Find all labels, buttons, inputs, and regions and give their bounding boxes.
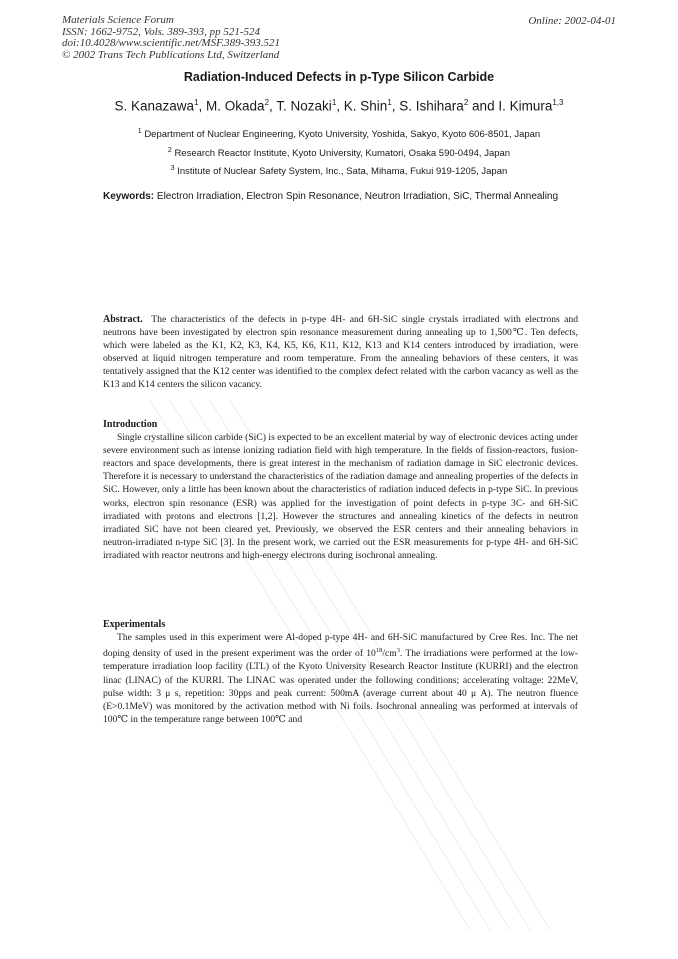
paper-title: Radiation-Induced Defects in p-Type Silicon Carbide: [183, 70, 495, 84]
author-name: K. Shin: [343, 98, 388, 114]
affiliation-text: Institute of Nuclear Safety System, Inc., Sata, Mihama, Fukui 919-1205, Japan: [177, 166, 508, 178]
abstract-label: Abstract.: [103, 314, 143, 325]
affiliation-sup: 2: [167, 146, 172, 154]
introduction-section: [103, 418, 578, 562]
experimentals-text: [103, 631, 578, 726]
keywords-text: Electron Irradiation, Electron Spin Resonance, Neutron Irradiation, SiC, Thermal Annealing: [156, 191, 559, 202]
affiliation-text: Research Reactor Institute, Kyoto University, Kumatori, Osaka 590-0494, Japan: [174, 147, 511, 159]
keywords: [103, 190, 583, 203]
experimentals-text-part: /cm: [382, 648, 397, 660]
abstract: [103, 313, 578, 392]
affiliation-line: [0, 124, 678, 143]
affiliation-sup: 1: [137, 128, 142, 135]
author-name: M. Okada: [206, 98, 265, 114]
author-affil-sup: 1: [194, 98, 199, 107]
issn-line: ISSN: 1662-9752, Vols. 389-393, pp 521-524: [62, 25, 260, 38]
author-affil-sup: 2: [463, 98, 469, 107]
author-conjunction: and: [472, 98, 495, 114]
affiliation-line: [0, 161, 678, 180]
author-affil-sup: 1: [387, 98, 392, 107]
copyright-line: © 2002 Trans Tech Publications Ltd, Switzerland: [62, 48, 280, 61]
author-affil-sup: 2: [264, 98, 270, 107]
affiliation-line: [0, 143, 678, 162]
abstract-text: The characteristics of the defects in p-type 4H- and 6H-SiC single crystals irradiated with electrons and neutrons have been investigated by electron spin resonance measurement during annealing up to 1,500℃. Ten defects, which were labeled as the K1, K2, K3, K4, K5, K6, K11, K12, K13 and K14 centers introduced by irradiation, were observed at liquid nitrogen temperature and room temperature. From the annealing behaviors of these centers, it was tentatively assigned that the K12 center was identified to the complex defect related with the carbon vacancy as well as the K13 and K14 centers the silicon vacancy.: [103, 314, 578, 391]
journal-header: [62, 15, 280, 61]
experimentals-text-part: The samples used in this experiment were Al-doped p-type 4H- and 6H-SiC manufactured by Cree Res. Inc. The net doping density of used in the present experiment was the order of 10: [103, 632, 578, 660]
unit-exponent: 3: [396, 647, 400, 655]
affiliation-text: Department of Nuclear Engineering, Kyoto University, Yoshida, Sakyo, Kyoto 606-8501, Japan: [144, 129, 541, 141]
introduction-heading: Introduction: [103, 419, 158, 430]
author-name: T. Nozaki: [276, 98, 332, 114]
author-name: S. Ishihara: [399, 98, 464, 114]
experimentals-heading: Experimentals: [103, 619, 166, 630]
introduction-text: Single crystalline silicon carbide (SiC) is expected to be an excellent material by way of electronic devices acting under severe environment such as intense ionizing radiation field with high temperature. In the fields of fission-reactors, fusion-reactors and space developments, there is great interest in the mechanism of radiation damage in SiC electronic devices. Therefore it is necessary to understand the characteristics of the radiation damage and annealing properties of the defects in SiC. However, only a little has been known about the characteristics of radiation induced defects in p-type SiC. In previous works, electron spin resonance (ESR) was applied for the investigation of point defects in p-type 3C- and 6H-SiC irradiated with protons and electrons [1,2]. However the structures and annealing kinetics of the defects in neutron irradiated SiC have not been cleared yet. Previously, we observed the ESR centers and their annealing behaviors in neutron-irradiated n-type SiC [3]. In the present work, we carried out the ESR measurements for p-type 4H- and 6H-SiC irradiated with reactor neutrons and high-energy electrons during isochronal annealing.: [103, 432, 578, 561]
experimentals-text-part: . The irradiations were performed at the low-temperature irradiation loop facility (LTL) of the Kyoto University Research Reactor Institute (KURRI) and the electron linac (LINAC) of the KURRI. The LINAC was operated under the following conditions; accelerating voltage: 22MeV, pulse width: 3 μ s, repetition: 30pps and peak current: 500mA (average current about 40 μ A). The neutron fluence (E>0.1MeV) was monitored by the activation method with Ni foils. Isochronal annealing was performed at intervals of 100℃ in the temperature range between 100℃ and: [103, 648, 578, 725]
doi-line[interactable]: doi:10.4028/www.scientific.net/MSF.389-393.521: [62, 37, 281, 49]
experimentals-section: [103, 618, 578, 726]
keywords-label: Keywords:: [103, 191, 155, 202]
journal-name: Materials Science Forum: [62, 14, 174, 26]
doping-exponent: 18: [375, 647, 383, 655]
author-name: I. Kimura: [498, 98, 553, 114]
author-name: S. Kanazawa: [114, 98, 195, 114]
affiliation-sup: 3: [170, 165, 175, 173]
author-affil-sup: 1: [331, 98, 337, 107]
online-date: Online: 2002-04-01: [528, 15, 616, 27]
author-affil-sup: 1,3: [552, 98, 564, 107]
author-list: S. Kanazawa$^1$, M. Okada$^2$, T. Nozaki$^1$, K. Shin$^1$, S. Ishihara$^2$ and I. Kimura$^{1,3}$: [114, 98, 564, 114]
affiliations: [0, 124, 678, 180]
